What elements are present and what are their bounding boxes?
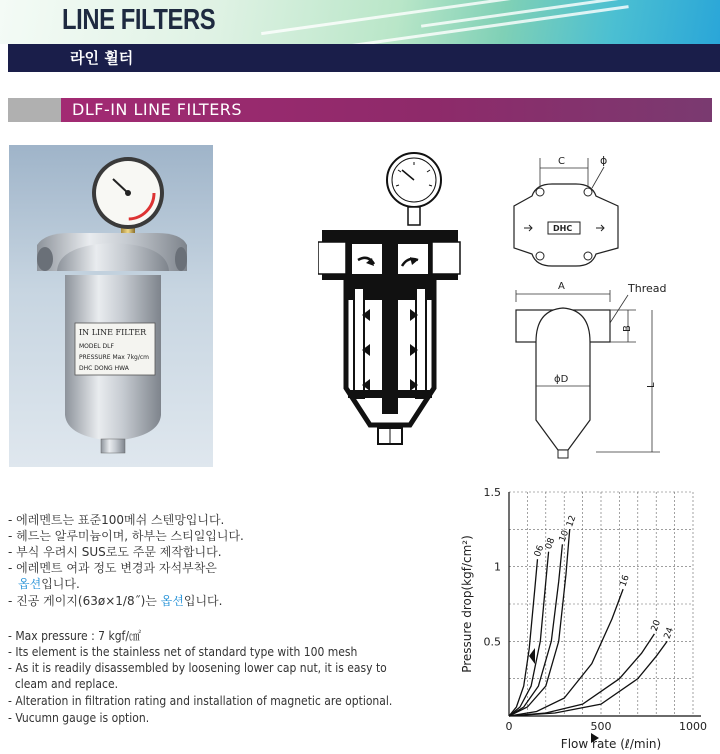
english-note-4: cleam and replace.: [8, 677, 119, 691]
y-tick-label: 1: [494, 560, 501, 574]
banner-streak: [331, 5, 628, 44]
chart-labels: [460, 486, 707, 751]
korean-note-gauge: [8, 593, 222, 609]
x-tick-label: 500: [590, 720, 612, 733]
cross-section-diagram: [318, 150, 468, 450]
series-label-20: 20: [649, 618, 664, 633]
series-label-10: 10: [557, 529, 572, 544]
photo-label-line1: IN LINE FILTER: [79, 328, 147, 337]
series-line-16: [509, 589, 623, 716]
dim-l-label: L: [646, 382, 657, 388]
dim-a-label: A: [558, 281, 565, 292]
product-photo: [9, 145, 213, 467]
korean-note-option-line: [18, 576, 80, 592]
y-axis-title: Pressure drop(kgf/cm²): [460, 535, 474, 673]
series-line-10: [509, 544, 562, 716]
korean-title: 라인 휠터: [70, 49, 134, 67]
chart-grid: [509, 492, 693, 716]
y-tick-label: 1.5: [483, 486, 501, 499]
korean-note-3: - 부식 우려시 SUS로도 주문 제작합니다.: [8, 545, 222, 559]
series-label-12: 12: [565, 514, 579, 529]
photo-label-line4: DHC DONG HWA: [79, 365, 129, 372]
photo-label-line2: MODEL DLF: [79, 343, 114, 350]
english-note-5: - Alteration in filtration rating and installation of magnetic are optional.: [8, 694, 393, 708]
y-axis-arrow: [529, 648, 535, 664]
series-label-16: 16: [618, 573, 632, 589]
korean-note-4: - 에레멘트 여과 정도 변경과 자석부착은: [8, 561, 217, 575]
korean-note-1: - 에레멘트는 표준100메쉬 스텐망입니다.: [8, 513, 225, 527]
series-label-06: 06: [532, 544, 547, 559]
gauge-option-text: 옵션: [160, 594, 184, 608]
y-tick-label: 0.5: [483, 635, 501, 649]
dim-d-label: ϕD: [554, 374, 569, 385]
english-note-1: - Max pressure : 7 kgf/㎠: [8, 629, 141, 643]
series-label-08: 08: [543, 536, 558, 551]
gauge-line-suffix: 입니다.: [183, 594, 223, 608]
korean-note-2: - 헤드는 알루미늄이며, 하부는 스티일입니다.: [8, 529, 244, 543]
x-axis-title: Flow rate (ℓ/min): [560, 737, 662, 751]
english-note-2: - Its element is the stainless net of standard type with 100 mesh: [8, 645, 358, 659]
photo-label-line3: PRESSURE Max 7kg/cm: [79, 354, 150, 361]
page-title: LINE FILTERS: [62, 4, 216, 36]
section-title: DLF-IN LINE FILTERS: [72, 100, 243, 119]
dim-phi-label: ϕ: [600, 154, 608, 167]
chart-axes: [509, 492, 701, 743]
dim-c-label: C: [558, 156, 565, 167]
filter-illustration: [9, 145, 213, 467]
dim-b-label: B: [622, 325, 633, 332]
series-line-08: [509, 552, 549, 716]
diagram-logo: DHC: [553, 224, 573, 233]
series-label-24: 24: [662, 626, 676, 641]
x-tick-label: 0: [505, 720, 513, 733]
english-note-3: - As it is readily disassembled by loosening lower cap nut, it is easy to: [8, 661, 387, 675]
pressure-drop-chart: [455, 480, 717, 752]
section-bar-stub: [8, 98, 61, 122]
gauge-line-prefix: - 진공 게이지(63ø×1/8˝)는: [8, 594, 161, 608]
option-line-suffix: 입니다.: [41, 577, 80, 591]
chart-series: [509, 529, 667, 716]
english-note-6: - Vucumn gauge is option.: [8, 711, 150, 725]
x-tick-label: 1000: [679, 720, 707, 733]
dimension-drawing: [500, 150, 690, 470]
dim-thread-label: Thread: [628, 282, 667, 295]
option-text: 옵션: [18, 577, 42, 591]
